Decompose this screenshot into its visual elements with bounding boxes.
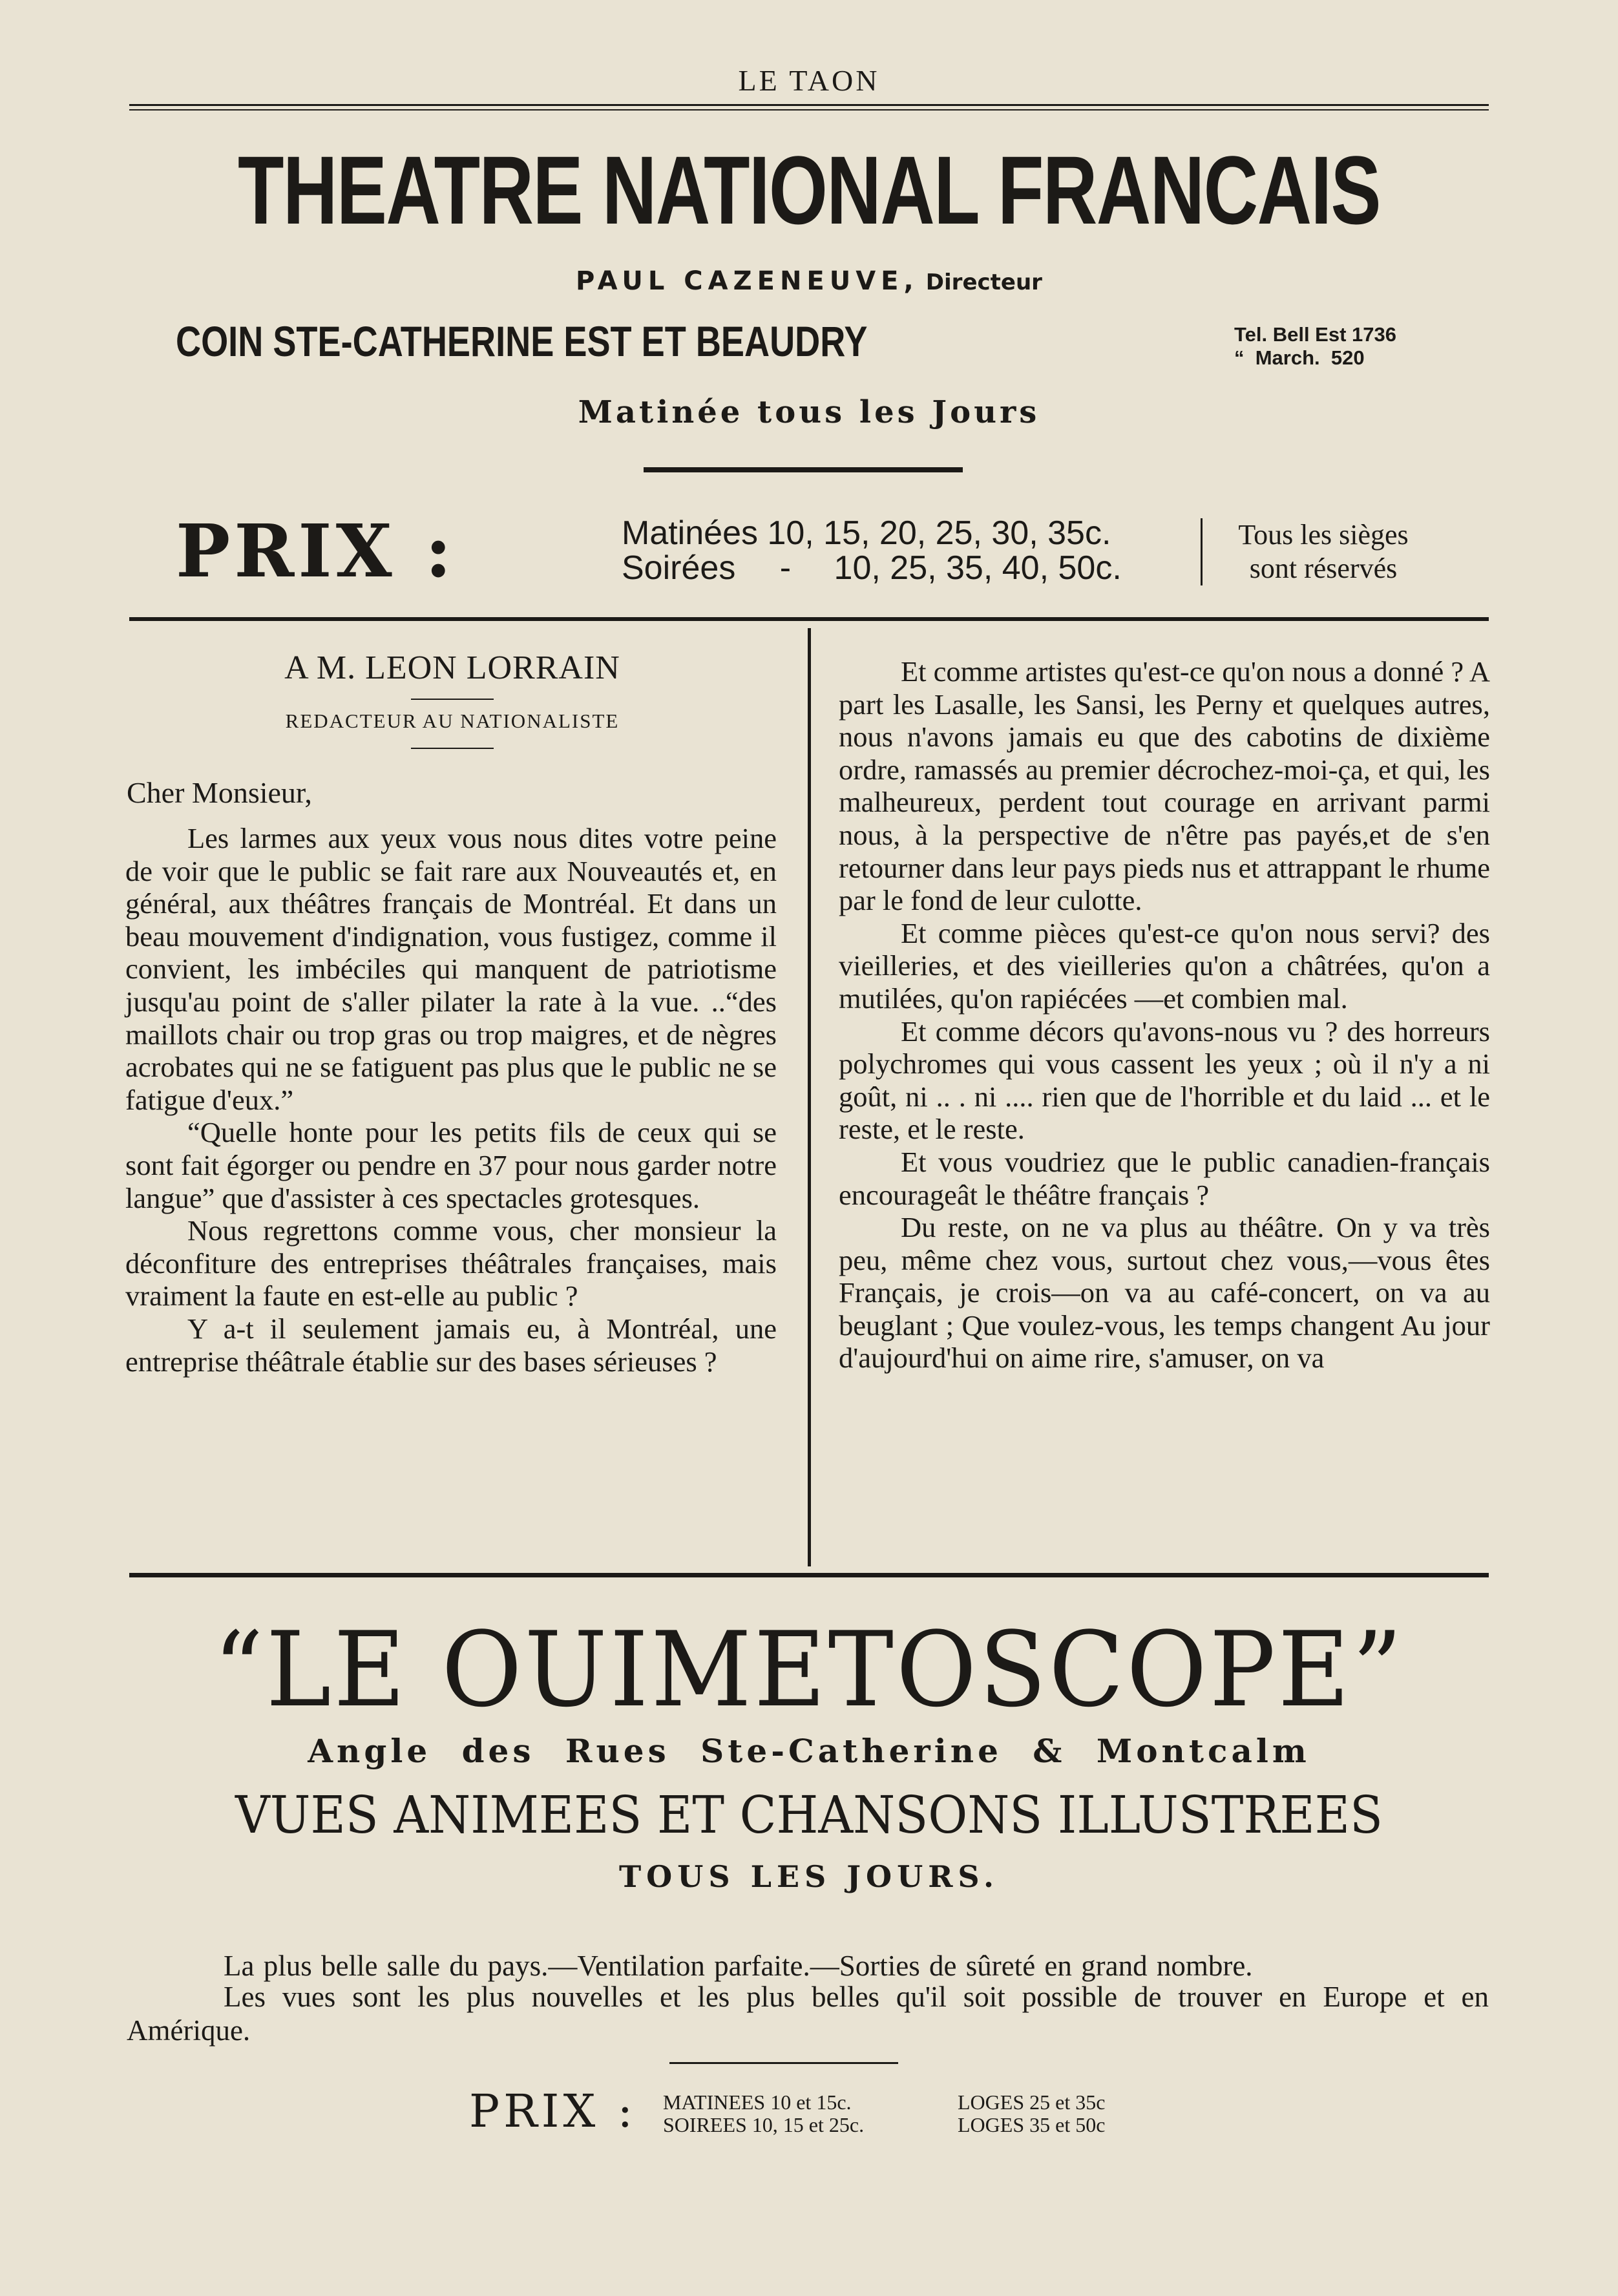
running-title: LE TAON	[738, 64, 880, 97]
price-loges-2: LOGES 35 et 50c	[958, 2113, 1106, 2136]
letter-paragraph: Du reste, on ne va plus au théâtre. On y va très peu, même chez vous, surtout chez vous,—vous êtes Français, je crois—on va au café-concert, on va au beuglant ; Que voulez-vous, les temps changent Au jour d'aujourd'hui on aime rire, s'amuser, on va	[839, 1211, 1490, 1374]
soirees-values: 10, 25, 35, 40, 50c.	[834, 549, 1122, 587]
letter-right-column	[839, 655, 1490, 1374]
theatre-prix-label: PRIX :	[176, 509, 456, 594]
letter-salutation: Cher Monsieur,	[127, 776, 312, 809]
letter-paragraph: Et vous voudriez que le public canadien-français encourageât le théâtre français ?	[839, 1145, 1490, 1211]
soirees-label: Soirées	[622, 549, 736, 587]
ouimetoscope-daily: TOUS LES JOURS.	[618, 1859, 1000, 1894]
header-rule-bottom	[129, 109, 1489, 111]
theatre-address: COIN STE-CATHERINE EST ET BEAUDRY	[176, 317, 868, 365]
letter-paragraph: Et comme artistes qu'est-ce qu'on nous a donné ? A part les Lasalle, les Sansi, les Perny et quelques autres, nous n'avons jamais eu que des cabotins de dixième ordre, ramassés au premier décrochez-moi-ça, et qui, les malheureux, perdent tout courage en arrivant parmi nous, à la perspective de n'être pas payés,et de s'en retourner dans leur pays pieds nus et attrappant le rhume par le fond de leur culotte.	[839, 655, 1490, 917]
theatre-title: THEATRE NATIONAL FRANCAIS	[238, 136, 1380, 244]
letter-paragraph: Y a-t il seulement jamais eu, à Montréal, une entreprise théâtrale établie sur des bases sérieuses ?	[125, 1312, 777, 1378]
ouimetoscope-tagline: VUES ANIMEES ET CHANSONS ILLUSTREES	[235, 1785, 1383, 1845]
letter-bottom-rule	[129, 1573, 1489, 1577]
ouimetoscope-desc-2: Les vues sont les plus nouvelles et les plus belles qu'il soit possible de trouver en Europe et en Amérique.	[127, 1981, 1489, 2047]
prices-divider	[1201, 518, 1203, 585]
theatre-price-soirees	[622, 551, 1122, 585]
letter-heading: A M. LEON LORRAIN	[284, 649, 620, 686]
seats-line-1: Tous les sièges	[1238, 519, 1409, 551]
matinee-daily: Matinée tous les Jours	[578, 394, 1040, 430]
letter-paragraph: Les larmes aux yeux vous nous dites votre peine de voir que le public se fait rare aux Nouveautés et, en général, aux théâtres français de Montréal. Et dans un beau mouvement d'indignation, vous fustigez, comme il convient, les imbéciles qui manquent de patriotisme jusqu'au point de s'aller pilater la rate à la vue. ..“des maillots chair ou trop gras ou trop maigres, et de nègres acrobates qui ne se fatiguent pas plus que le public ne se fatigue d'eux.”	[125, 822, 777, 1116]
seats-reserved	[1207, 518, 1440, 585]
ouimetoscope-title: “LE OUIMETOSCOPE”	[213, 1609, 1405, 1730]
phone-line-2: “ March. 520	[1234, 346, 1365, 369]
letter-subheading: REDACTEUR AU NATIONALISTE	[285, 710, 620, 732]
ouimetoscope-prix-label: PRIX :	[469, 2085, 637, 2138]
letter-top-rule	[129, 617, 1489, 621]
letter-subheading-rule	[411, 748, 494, 749]
director-role: Directeur	[925, 269, 1042, 295]
seats-line-2: sont réservés	[1249, 553, 1398, 584]
ouimetoscope-loges	[958, 2091, 1105, 2136]
letter-paragraph: “Quelle honte pour les petits fils de ceux qui se sont fait égorger ou pendre en 37 pour nous garder notre langue” que d'assister à ces spectacles grotesques.	[125, 1116, 777, 1214]
director-name: PAUL CAZENEUVE,	[576, 266, 919, 296]
letter-paragraph: Nous regrettons comme vous, cher monsieur la déconfiture des entreprises théâtrales françaises, mais vraiment la faute en est-elle au public ?	[125, 1214, 777, 1312]
soirees-dash: -	[779, 549, 792, 587]
price-loges-1: LOGES 25 et 35c	[958, 2091, 1106, 2114]
phone-line-1: Tel. Bell Est 1736	[1234, 323, 1396, 346]
phone-numbers	[1234, 323, 1396, 370]
price-soirees: SOIREES 10, 15 et 25c.	[663, 2113, 865, 2136]
theatre-short-rule	[644, 467, 963, 472]
letter-left-column	[125, 822, 777, 1378]
ouimetoscope-prices	[663, 2091, 864, 2136]
header-rule-top	[129, 104, 1489, 106]
ouimetoscope-desc-1: La plus belle salle du pays.—Ventilation parfaite.—Sorties de sûreté en grand nombre.	[224, 1950, 1253, 1982]
director-line	[0, 266, 1618, 296]
theatre-price-matinees: Matinées 10, 15, 20, 25, 30, 35c.	[622, 514, 1111, 552]
ouimetoscope-location: Angle des Rues Ste-Catherine & Montcalm	[308, 1732, 1310, 1770]
letter-heading-rule	[411, 699, 494, 700]
letter-paragraph: Et comme pièces qu'est-ce qu'on nous servi? des vieilleries, et des vieilleries qu'on a châtrées, qu'on a mutilées, qu'on rapiécées —et combien mal.	[839, 916, 1490, 1015]
ouimetoscope-short-rule	[669, 2062, 898, 2064]
price-matinees: MATINEES 10 et 15c.	[663, 2091, 852, 2114]
letter-paragraph: Et comme décors qu'avons-nous vu ? des horreurs polychromes qui vous cassent les yeux ; où il n'y a ni goût, ni .. . ni .... rien que de l'horrible et du laid ... et le reste, et le reste.	[839, 1015, 1490, 1146]
column-divider	[808, 628, 811, 1566]
